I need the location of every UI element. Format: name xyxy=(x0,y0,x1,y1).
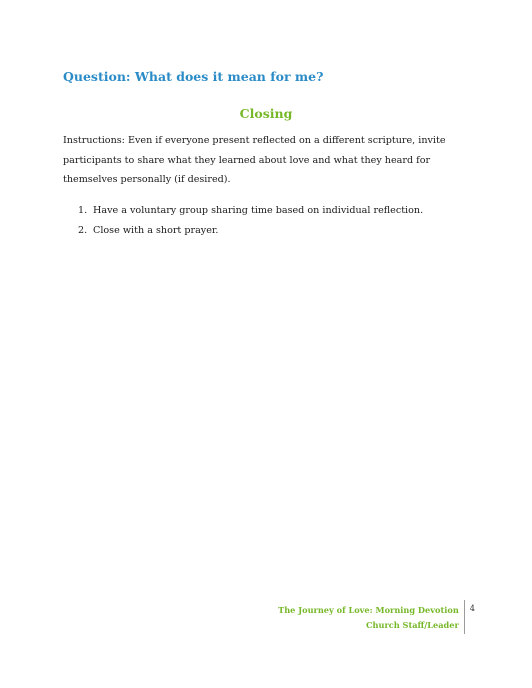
instructions-paragraph: Instructions: Even if everyone present reflected on a different scripture, invite participants to share what they learned about love and what they heard for themselves personally (if desired). xyxy=(63,135,446,185)
list-item-text: Close with a short prayer. xyxy=(93,224,219,236)
list-item-number: 2. xyxy=(78,224,88,236)
list-item-text: Have a voluntary group sharing time based on individual reflection. xyxy=(93,205,424,216)
steps-list xyxy=(78,201,423,240)
list-item xyxy=(78,201,423,221)
page-number: 4 xyxy=(469,603,475,613)
footer-audience: Church Staff/Leader xyxy=(366,620,459,630)
footer-document-title: The Journey of Love: Morning Devotion xyxy=(278,605,459,615)
list-item xyxy=(78,221,423,241)
list-item-number: 1. xyxy=(78,205,88,216)
footer-text xyxy=(278,600,464,634)
page-footer xyxy=(278,600,475,634)
question-heading: Question: What does it mean for me? xyxy=(63,69,324,84)
section-title: Closing xyxy=(239,106,293,121)
